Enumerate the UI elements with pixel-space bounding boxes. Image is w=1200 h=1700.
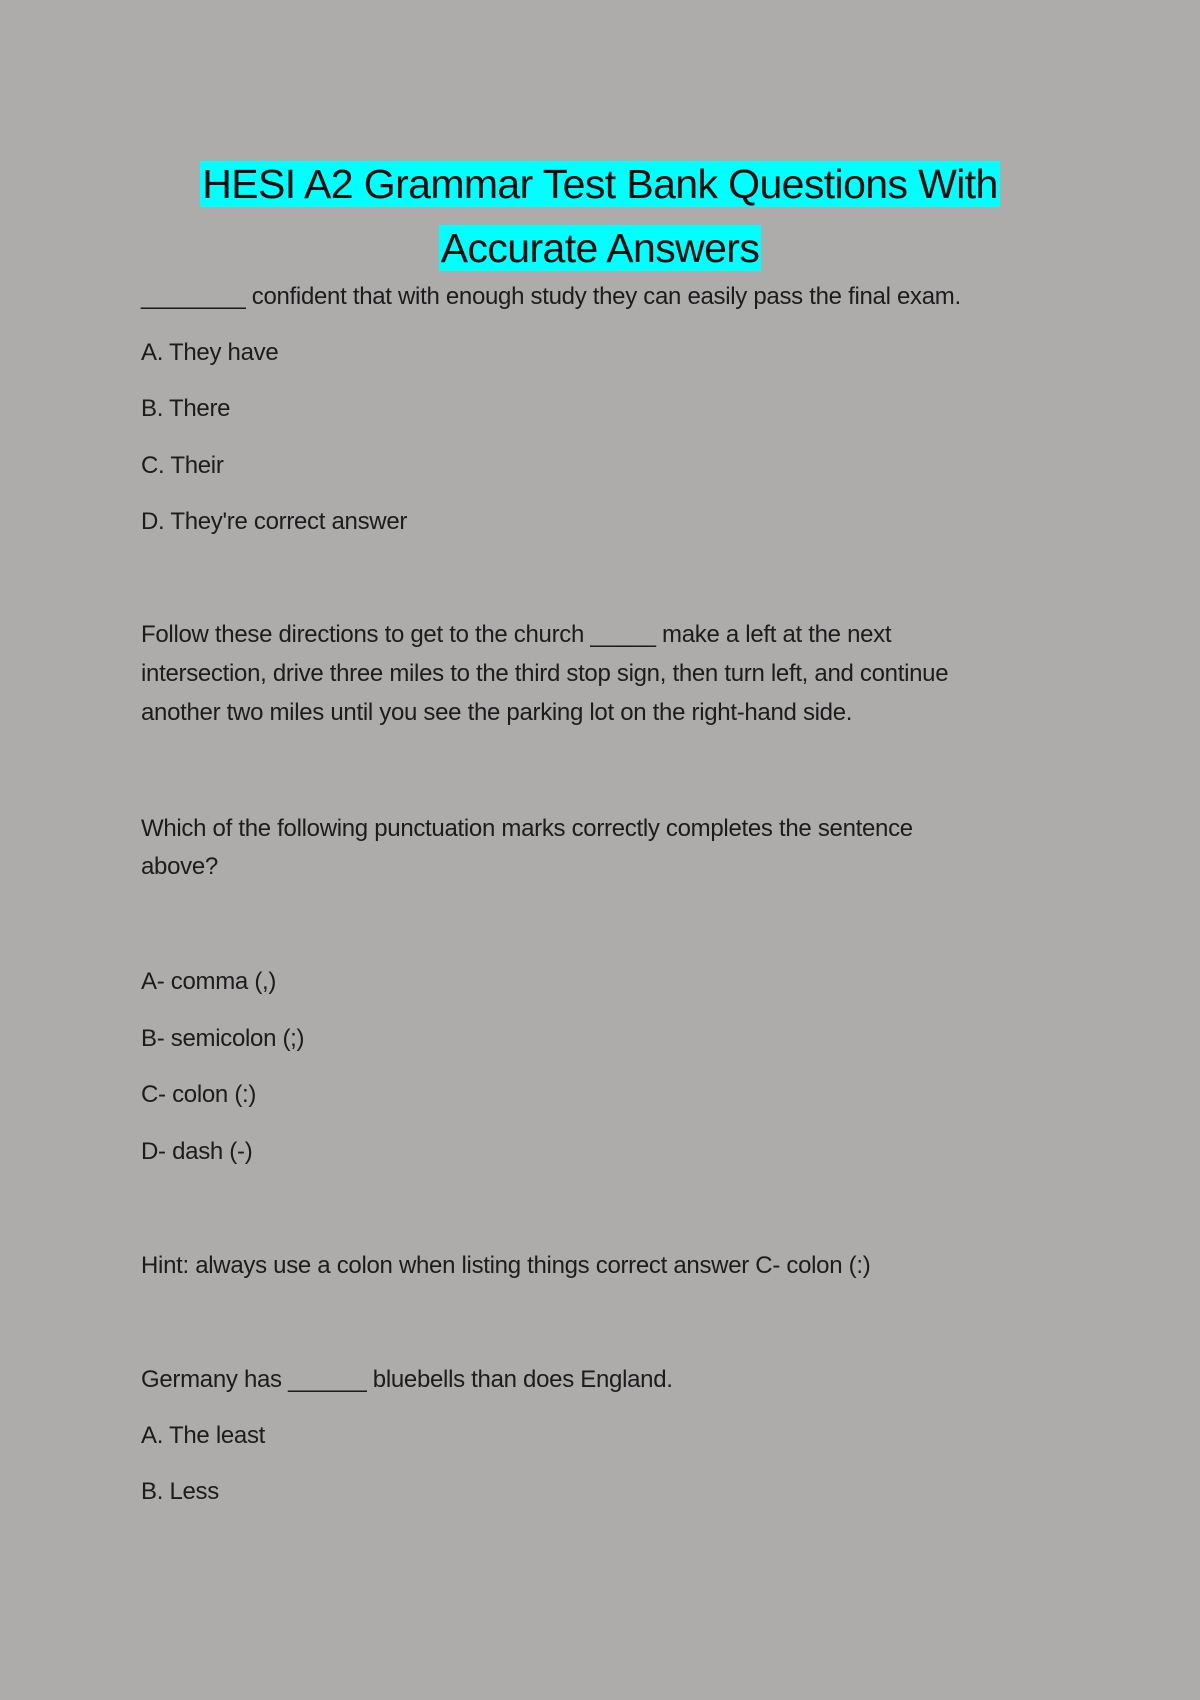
question-1-option-d: D. They're correct answer bbox=[141, 508, 408, 535]
question-2-passage-line-2: intersection, drive three miles to the third stop sign, then turn left, and continue bbox=[141, 660, 949, 687]
question-2-option-c: C- colon (:) bbox=[141, 1081, 257, 1108]
question-2-option-a: A- comma (,) bbox=[141, 968, 277, 995]
title-line-1: HESI A2 Grammar Test Bank Questions With bbox=[202, 161, 998, 207]
question-2-passage-line-3: another two miles until you see the parking lot on the right-hand side. bbox=[141, 699, 853, 726]
question-2-prompt-line-1: Which of the following punctuation marks correctly completes the sentence bbox=[141, 815, 913, 842]
question-1-option-b: B. There bbox=[141, 395, 231, 422]
title-line-2: Accurate Answers bbox=[440, 225, 760, 271]
question-3-stem: Germany has ______ bluebells than does England. bbox=[141, 1366, 673, 1393]
question-2-hint: Hint: always use a colon when listing things correct answer C- colon (:) bbox=[141, 1252, 871, 1279]
question-2-option-d: D- dash (-) bbox=[141, 1138, 253, 1165]
question-2-prompt-line-2: above? bbox=[141, 853, 218, 880]
document-title bbox=[142, 152, 1058, 280]
question-1-stem: ________ confident that with enough study they can easily pass the final exam. bbox=[141, 283, 961, 310]
question-1-option-a: A. They have bbox=[141, 339, 279, 366]
question-3-option-b: B. Less bbox=[141, 1478, 219, 1505]
question-3-option-a: A. The least bbox=[141, 1422, 266, 1449]
question-2-passage-line-1: Follow these directions to get to the church _____ make a left at the next bbox=[141, 621, 892, 648]
question-1-option-c: C. Their bbox=[141, 452, 224, 479]
question-2-option-b: B- semicolon (;) bbox=[141, 1025, 305, 1052]
